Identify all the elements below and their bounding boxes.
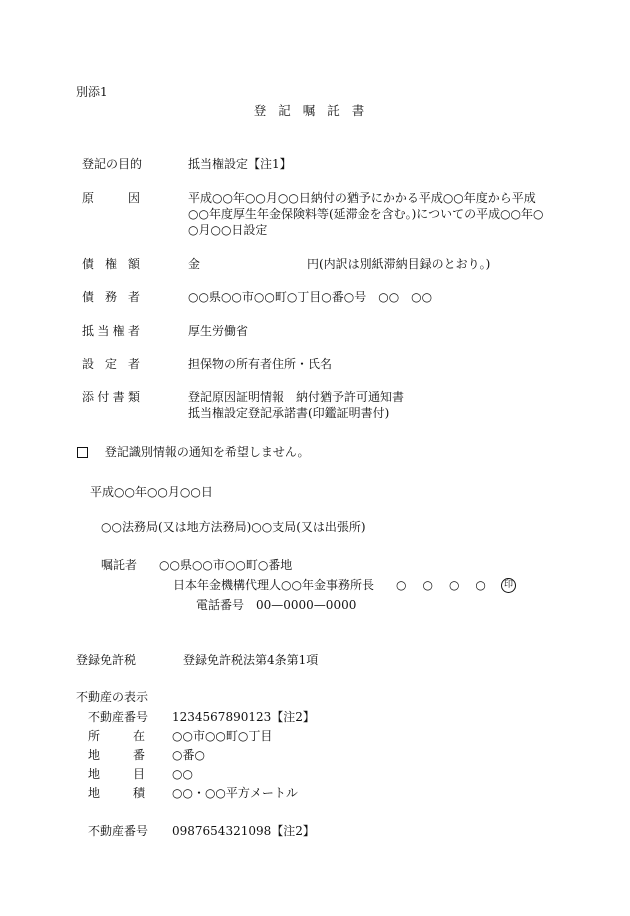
page-title: 登記嘱託書 xyxy=(253,103,377,118)
notice-option[interactable] xyxy=(77,444,310,460)
notice-checkbox[interactable] xyxy=(77,447,88,458)
applicant-phone: 電話番号 00—0000—0000 xyxy=(196,598,357,612)
field-value-attachment-line: 抵当権設定登記承諾書(印鑑証明書付) xyxy=(188,406,390,420)
notice-checkbox-label: 登記識別情報の通知を希望しません。 xyxy=(104,445,310,459)
seal-mark xyxy=(501,577,516,593)
field-label-attachments: 添付書類 xyxy=(82,390,140,404)
property-heading: 不動産の表示 xyxy=(76,690,149,704)
applicant-address: ○○県○○市○○町○番地 xyxy=(159,558,293,572)
field-label-setter: 設定者 xyxy=(82,357,140,371)
applicant-label: 嘱託者 xyxy=(101,558,138,572)
addressee: ○○法務局(又は地方法務局)○○支局(又は出張所) xyxy=(101,520,366,534)
property-label: 不動産番号 xyxy=(88,710,149,724)
field-label-mortgagee: 抵当権者 xyxy=(82,324,140,338)
seal-icon: 印 xyxy=(501,578,516,593)
tax-label: 登録免許税 xyxy=(76,653,137,667)
field-label-purpose: 登記の目的 xyxy=(82,157,143,171)
field-value-cause-line: ○月○○日設定 xyxy=(188,223,268,237)
property-value: 0987654321098【注2】 xyxy=(172,824,315,838)
property-value: ○○・○○平方メートル xyxy=(172,786,298,800)
property-value: ○○市○○町○丁目 xyxy=(172,729,273,743)
attachment-label: 別添1 xyxy=(76,85,108,99)
field-label-claim-amount: 債権額 xyxy=(82,257,140,271)
property-label: 不動産番号 xyxy=(88,824,149,838)
field-value-purpose: 抵当権設定【注1】 xyxy=(188,157,292,171)
property-label: 地積 xyxy=(88,786,145,800)
field-value-debtor: ○○県○○市○○町○丁目○番○号 ○○ ○○ xyxy=(188,290,433,304)
field-label-debtor: 債務者 xyxy=(82,290,140,304)
field-label-cause: 原因 xyxy=(82,191,140,205)
property-label: 地目 xyxy=(88,767,145,781)
document-date: 平成○○年○○月○○日 xyxy=(90,485,213,499)
property-value: ○番○ xyxy=(172,748,205,762)
field-value-attachment-line: 登記原因証明情報 納付猶予許可通知書 xyxy=(188,390,405,404)
field-value-mortgagee: 厚生労働省 xyxy=(188,324,249,338)
applicant-name: 日本年金機構代理人○○年金事務所長 xyxy=(173,578,374,592)
field-value-cause-line: ○○年度厚生年金保険料等(延滞金を含む。)についての平成○○年○ xyxy=(188,207,544,221)
property-label: 所在 xyxy=(88,729,145,743)
applicant-person: ○ ○ ○ ○ xyxy=(396,578,488,592)
property-value: 1234567890123【注2】 xyxy=(172,710,315,724)
field-value-setter: 担保物の所有者住所・氏名 xyxy=(188,357,333,371)
field-value-claim-prefix: 金 xyxy=(188,257,201,271)
field-value-claim-amount: 円(内訳は別紙滞納目録のとおり。) xyxy=(307,257,491,271)
property-value: ○○ xyxy=(172,767,193,781)
field-value-cause-line: 平成○○年○○月○○日納付の猶予にかかる平成○○年度から平成 xyxy=(188,191,536,205)
property-label: 地番 xyxy=(88,748,145,762)
tax-value: 登録免許税法第4条第1項 xyxy=(183,653,319,667)
